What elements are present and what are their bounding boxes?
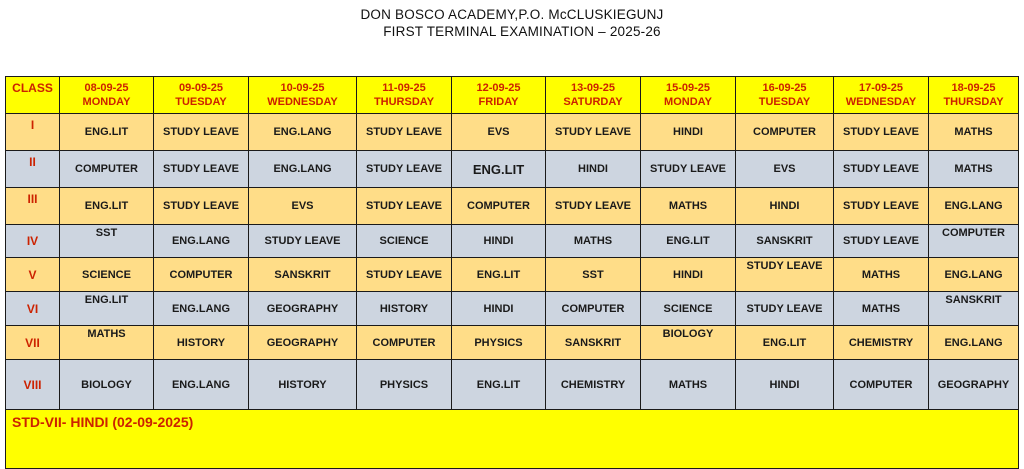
exam-cell: SCIENCE bbox=[60, 258, 154, 292]
exam-title: FIRST TERMINAL EXAMINATION – 2025-26 bbox=[383, 24, 661, 39]
exam-cell: COMPUTER bbox=[357, 326, 452, 360]
exam-cell: BIOLOGY bbox=[60, 360, 154, 410]
day-header: 16-09-25 TUESDAY bbox=[736, 77, 834, 114]
exam-cell: HINDI bbox=[641, 258, 736, 292]
exam-cell: GEOGRAPHY bbox=[249, 326, 357, 360]
exam-cell: ENG.LANG bbox=[249, 151, 357, 188]
table-row bbox=[6, 114, 1019, 151]
exam-cell: HINDI bbox=[736, 188, 834, 225]
exam-cell: STUDY LEAVE bbox=[834, 188, 929, 225]
exam-cell: GEOGRAPHY bbox=[249, 292, 357, 326]
exam-cell: COMPUTER bbox=[154, 258, 249, 292]
exam-cell: MATHS bbox=[641, 188, 736, 225]
exam-cell: COMPUTER bbox=[834, 360, 929, 410]
exam-cell: HISTORY bbox=[249, 360, 357, 410]
exam-cell: CHEMISTRY bbox=[834, 326, 929, 360]
table-row bbox=[6, 258, 1019, 292]
exam-cell: COMPUTER bbox=[60, 151, 154, 188]
day-header: 11-09-25 THURSDAY bbox=[357, 77, 452, 114]
day-header: 09-09-25 TUESDAY bbox=[154, 77, 249, 114]
exam-cell: MATHS bbox=[546, 225, 641, 258]
exam-cell: STUDY LEAVE bbox=[154, 188, 249, 225]
exam-cell: STUDY LEAVE bbox=[736, 258, 834, 292]
exam-cell: BIOLOGY bbox=[641, 326, 736, 360]
day-header: 15-09-25 MONDAY bbox=[641, 77, 736, 114]
exam-cell: HINDI bbox=[546, 151, 641, 188]
day-header: 12-09-25 FRIDAY bbox=[452, 77, 546, 114]
exam-cell: COMPUTER bbox=[452, 188, 546, 225]
exam-cell: ENG.LANG bbox=[154, 292, 249, 326]
school-name: DON BOSCO ACADEMY,P.O. McCLUSKIEGUNJ bbox=[360, 7, 664, 22]
day-header: 18-09-25 THURSDAY bbox=[929, 77, 1019, 114]
exam-cell: STUDY LEAVE bbox=[834, 225, 929, 258]
exam-cell: MATHS bbox=[834, 258, 929, 292]
exam-cell: SANSKRIT bbox=[249, 258, 357, 292]
day-header: 13-09-25 SATURDAY bbox=[546, 77, 641, 114]
exam-cell: STUDY LEAVE bbox=[641, 151, 736, 188]
exam-cell: STUDY LEAVE bbox=[357, 114, 452, 151]
exam-cell: HINDI bbox=[736, 360, 834, 410]
class-label: II bbox=[6, 151, 60, 188]
exam-cell: MATHS bbox=[641, 360, 736, 410]
exam-cell: SANSKRIT bbox=[546, 326, 641, 360]
exam-cell: STUDY LEAVE bbox=[736, 292, 834, 326]
table-row bbox=[6, 326, 1019, 360]
exam-cell: ENG.LIT bbox=[60, 292, 154, 326]
exam-cell: ENG.LIT bbox=[641, 225, 736, 258]
exam-cell: MATHS bbox=[929, 151, 1019, 188]
table-row bbox=[6, 151, 1019, 188]
exam-cell: ENG.LIT bbox=[452, 360, 546, 410]
exam-cell: STUDY LEAVE bbox=[834, 114, 929, 151]
exam-cell: ENG.LANG bbox=[929, 326, 1019, 360]
class-label: VI bbox=[6, 292, 60, 326]
exam-cell: COMPUTER bbox=[546, 292, 641, 326]
class-label: VII bbox=[6, 326, 60, 360]
exam-cell: ENG.LIT bbox=[452, 258, 546, 292]
exam-cell: HINDI bbox=[641, 114, 736, 151]
exam-cell: ENG.LANG bbox=[929, 258, 1019, 292]
exam-cell: EVS bbox=[452, 114, 546, 151]
exam-timetable bbox=[5, 76, 1019, 469]
class-label: I bbox=[6, 114, 60, 151]
class-label: IV bbox=[6, 225, 60, 258]
day-header: 08-09-25 MONDAY bbox=[60, 77, 154, 114]
exam-cell: STUDY LEAVE bbox=[357, 151, 452, 188]
exam-cell: ENG.LIT bbox=[736, 326, 834, 360]
exam-cell: SANSKRIT bbox=[929, 292, 1019, 326]
exam-cell: PHYSICS bbox=[452, 326, 546, 360]
exam-cell: SANSKRIT bbox=[736, 225, 834, 258]
day-header: 10-09-25 WEDNESDAY bbox=[249, 77, 357, 114]
exam-cell: ENG.LANG bbox=[154, 360, 249, 410]
exam-cell: STUDY LEAVE bbox=[154, 151, 249, 188]
exam-cell: MATHS bbox=[60, 326, 154, 360]
table-row bbox=[6, 360, 1019, 410]
exam-cell: STUDY LEAVE bbox=[154, 114, 249, 151]
exam-cell: SCIENCE bbox=[641, 292, 736, 326]
exam-cell: SST bbox=[546, 258, 641, 292]
exam-cell: SCIENCE bbox=[357, 225, 452, 258]
class-column-header: CLASS bbox=[6, 77, 60, 114]
exam-cell: SST bbox=[60, 225, 154, 258]
footer-row bbox=[6, 410, 1019, 469]
table-row bbox=[6, 292, 1019, 326]
exam-cell: PHYSICS bbox=[357, 360, 452, 410]
header-row bbox=[6, 77, 1019, 114]
class-label: V bbox=[6, 258, 60, 292]
exam-cell: HISTORY bbox=[154, 326, 249, 360]
exam-cell: HISTORY bbox=[357, 292, 452, 326]
exam-cell: ENG.LANG bbox=[154, 225, 249, 258]
exam-cell: STUDY LEAVE bbox=[546, 188, 641, 225]
exam-cell: EVS bbox=[249, 188, 357, 225]
footer-note: STD-VII- HINDI (02-09-2025) bbox=[6, 410, 1019, 469]
exam-cell: STUDY LEAVE bbox=[546, 114, 641, 151]
exam-cell: STUDY LEAVE bbox=[249, 225, 357, 258]
exam-cell: ENG.LIT bbox=[452, 151, 546, 188]
table-row bbox=[6, 188, 1019, 225]
class-label: VIII bbox=[6, 360, 60, 410]
exam-cell: CHEMISTRY bbox=[546, 360, 641, 410]
exam-cell: ENG.LANG bbox=[249, 114, 357, 151]
exam-cell: EVS bbox=[736, 151, 834, 188]
exam-cell: HINDI bbox=[452, 225, 546, 258]
exam-cell: COMPUTER bbox=[736, 114, 834, 151]
exam-cell: MATHS bbox=[834, 292, 929, 326]
exam-cell: COMPUTER bbox=[929, 225, 1019, 258]
exam-cell: HINDI bbox=[452, 292, 546, 326]
page-header bbox=[0, 6, 1024, 40]
exam-cell: MATHS bbox=[929, 114, 1019, 151]
table-row bbox=[6, 225, 1019, 258]
exam-cell: GEOGRAPHY bbox=[929, 360, 1019, 410]
day-header: 17-09-25 WEDNESDAY bbox=[834, 77, 929, 114]
exam-cell: STUDY LEAVE bbox=[834, 151, 929, 188]
exam-cell: ENG.LANG bbox=[929, 188, 1019, 225]
exam-cell: STUDY LEAVE bbox=[357, 188, 452, 225]
exam-cell: ENG.LIT bbox=[60, 114, 154, 151]
class-label: III bbox=[6, 188, 60, 225]
exam-cell: STUDY LEAVE bbox=[357, 258, 452, 292]
exam-cell: ENG.LIT bbox=[60, 188, 154, 225]
